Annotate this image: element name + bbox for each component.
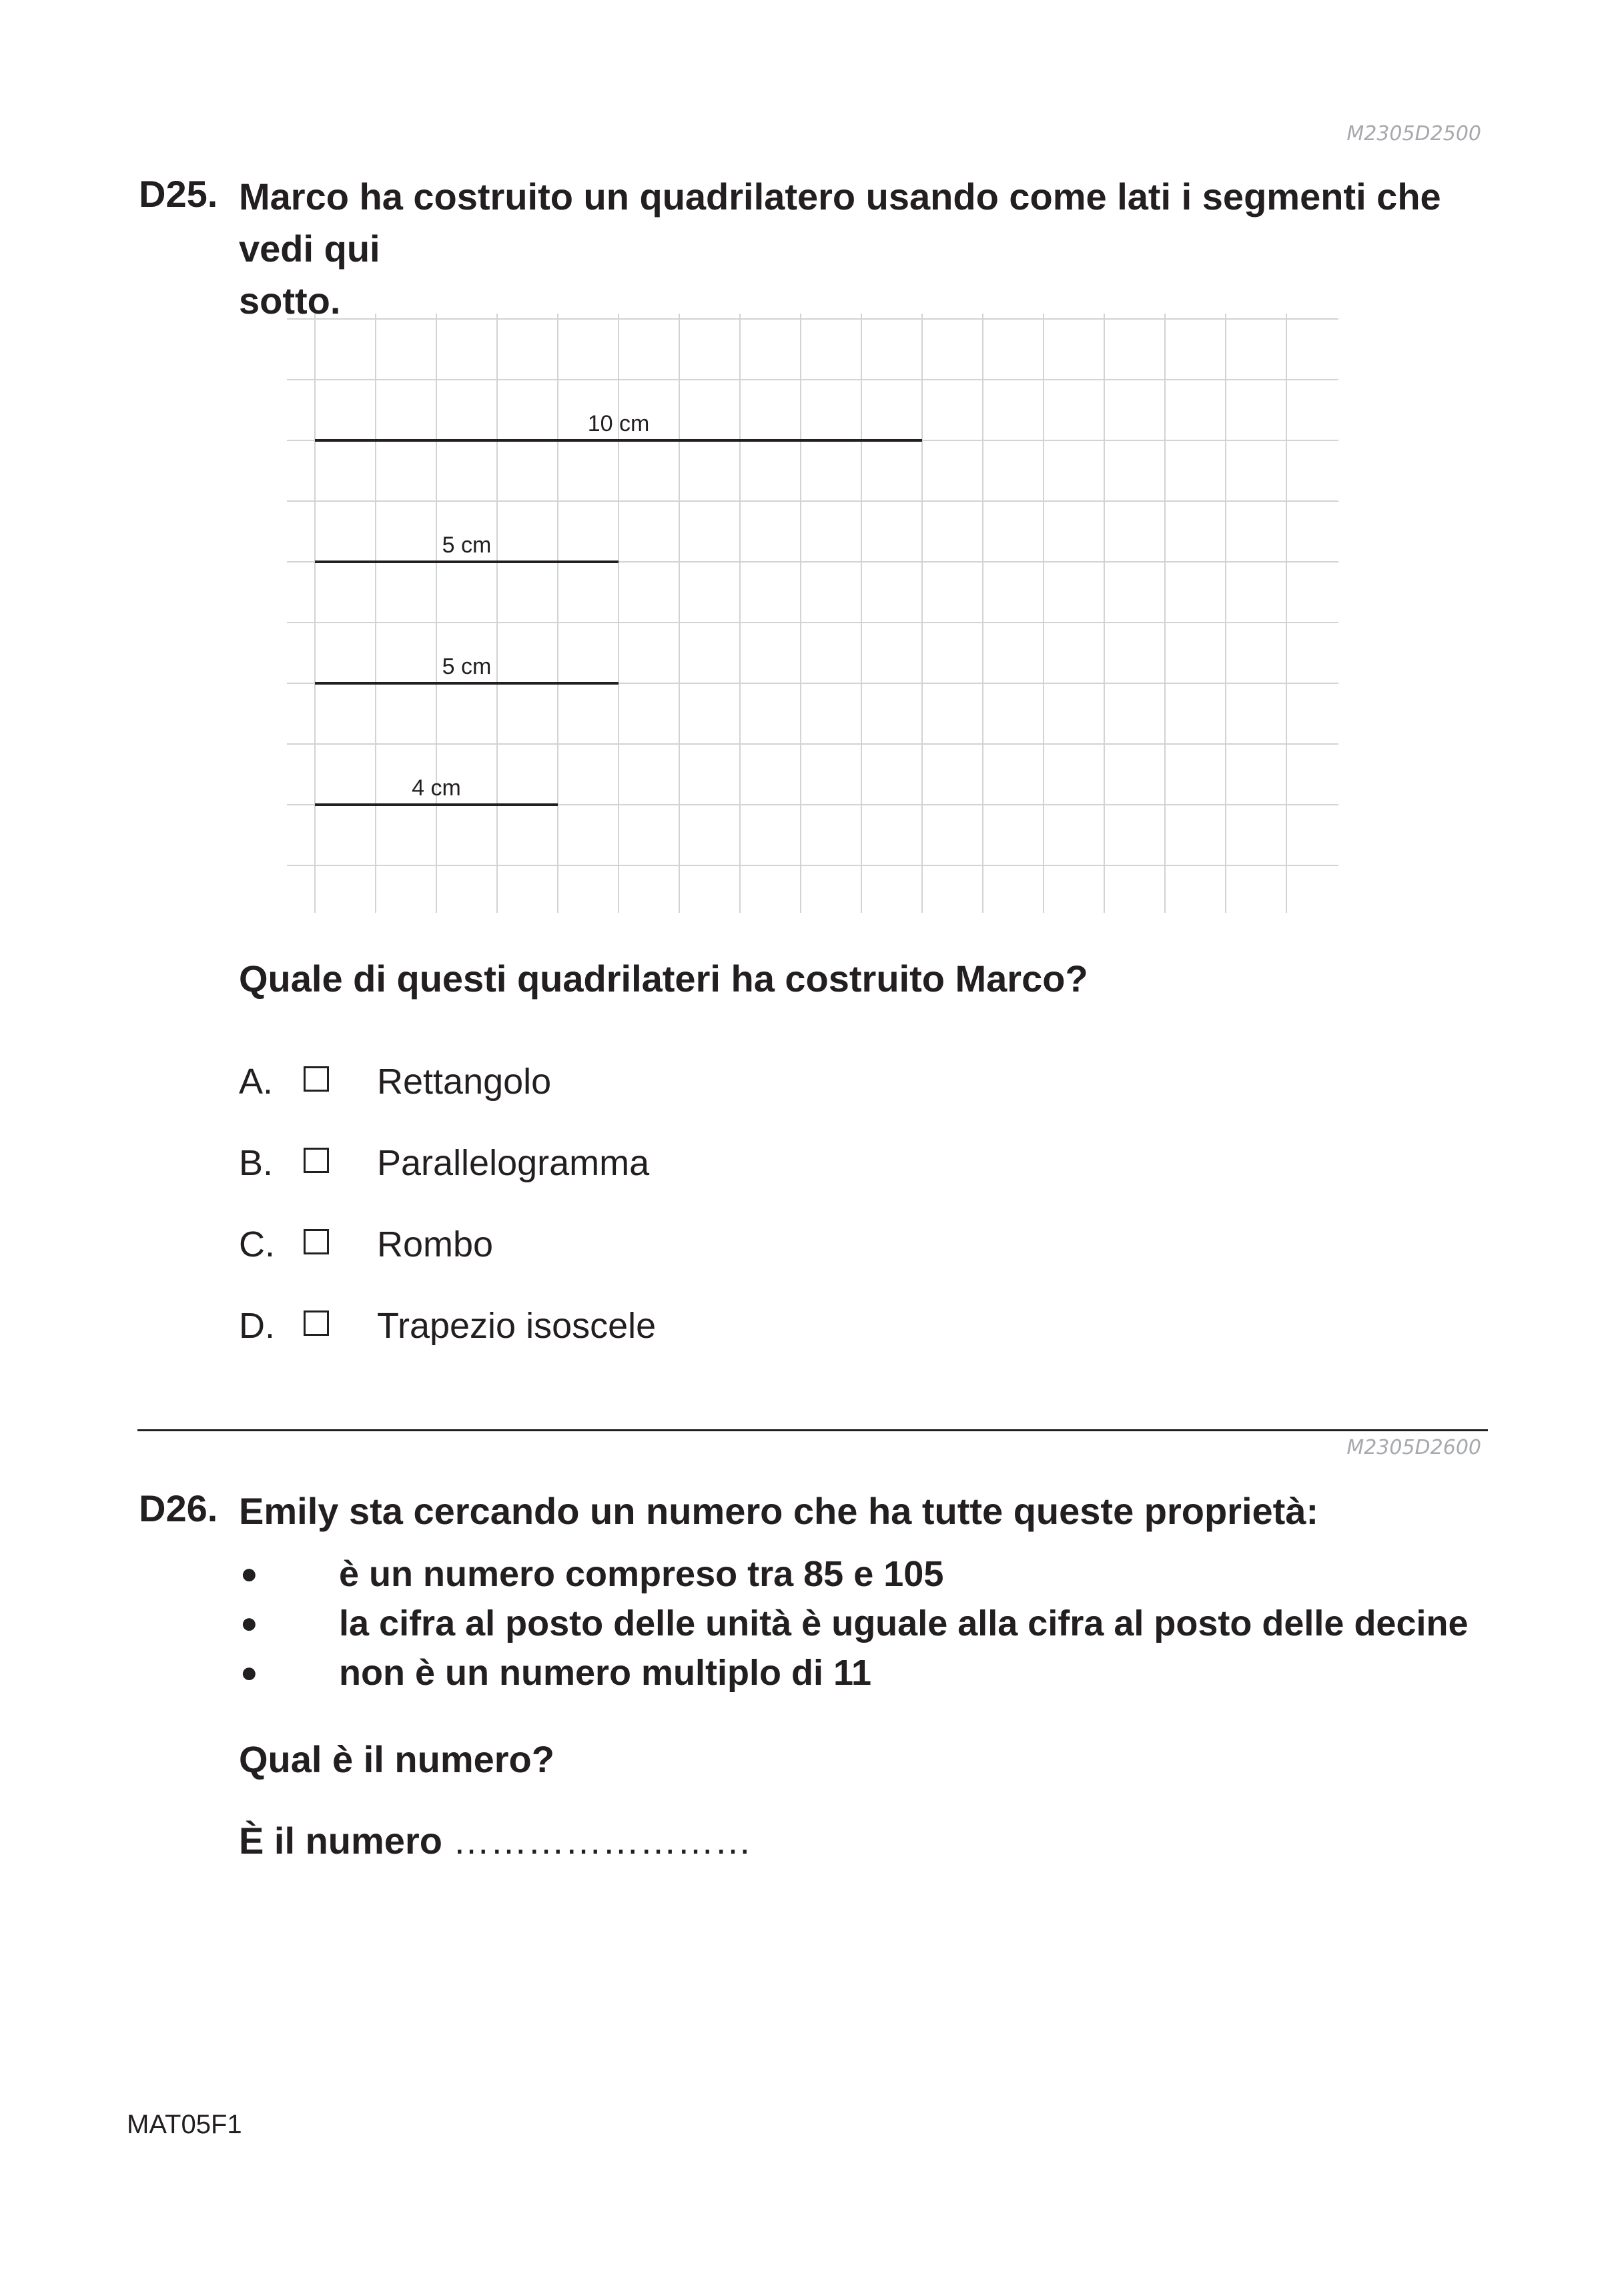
option-c-checkbox[interactable] [304,1229,329,1254]
segment-grid [287,314,1341,914]
question-code-d26: M2305D2600 [1346,1436,1481,1459]
option-label: Parallelogramma [377,1143,650,1183]
option-label: Trapezio isoscele [377,1306,657,1346]
answer-prefix: È il numero [239,1820,442,1862]
page-footer-code: MAT05F1 [127,2110,242,2139]
answer-blank[interactable]: …………………… [452,1820,752,1862]
property-text: non è un numero multiplo di 11 [339,1653,872,1693]
option-a-checkbox[interactable] [304,1066,329,1092]
list-item [239,1652,1507,1699]
list-item [239,1603,1507,1649]
option-letter: C. [239,1224,275,1264]
question-text-d25-line1: Marco ha costruito un quadrilatero usando come lati i segmenti che vedi qui [239,175,1441,270]
bullet-icon: ● [240,1656,258,1689]
option-b[interactable] [239,1142,906,1189]
question-divider [137,1429,1488,1431]
grid-lines [287,314,1338,913]
segment-label: 5 cm [442,532,492,558]
list-item [239,1553,1507,1600]
question-prompt-d25: Quale di questi quadrilateri ha costruito Marco? [239,958,1088,1000]
property-text: è un numero compreso tra 85 e 105 [339,1554,944,1594]
option-letter: A. [239,1062,274,1102]
option-d[interactable] [239,1305,906,1352]
option-letter: D. [239,1306,275,1346]
option-d-checkbox[interactable] [304,1310,329,1336]
bullet-icon: ● [240,1607,258,1639]
answer-line [239,1815,752,1867]
option-a[interactable] [239,1061,906,1108]
question-number-d26: D26. [139,1487,218,1529]
segment-label: 5 cm [442,654,492,679]
property-text: la cifra al posto delle unità è uguale alla cifra al posto delle decine [339,1603,1469,1643]
option-b-checkbox[interactable] [304,1148,329,1173]
option-label: Rettangolo [377,1062,552,1102]
segment-label: 4 cm [412,775,461,801]
option-label: Rombo [377,1224,494,1264]
option-letter: B. [239,1143,274,1183]
question-code-d25: M2305D2500 [1346,122,1481,145]
bullet-icon: ● [240,1557,258,1590]
question-number-d25: D25. [139,173,218,215]
question-d26-ask: Qual è il numero? [239,1738,554,1780]
question-text-d25 [239,171,1507,327]
segment-label: 10 cm [587,411,650,436]
option-c[interactable] [239,1224,906,1270]
question-text-d25-line2: sotto. [239,280,341,322]
question-text-d26: Emily sta cercando un numero che ha tutte queste proprietà: [239,1490,1319,1532]
